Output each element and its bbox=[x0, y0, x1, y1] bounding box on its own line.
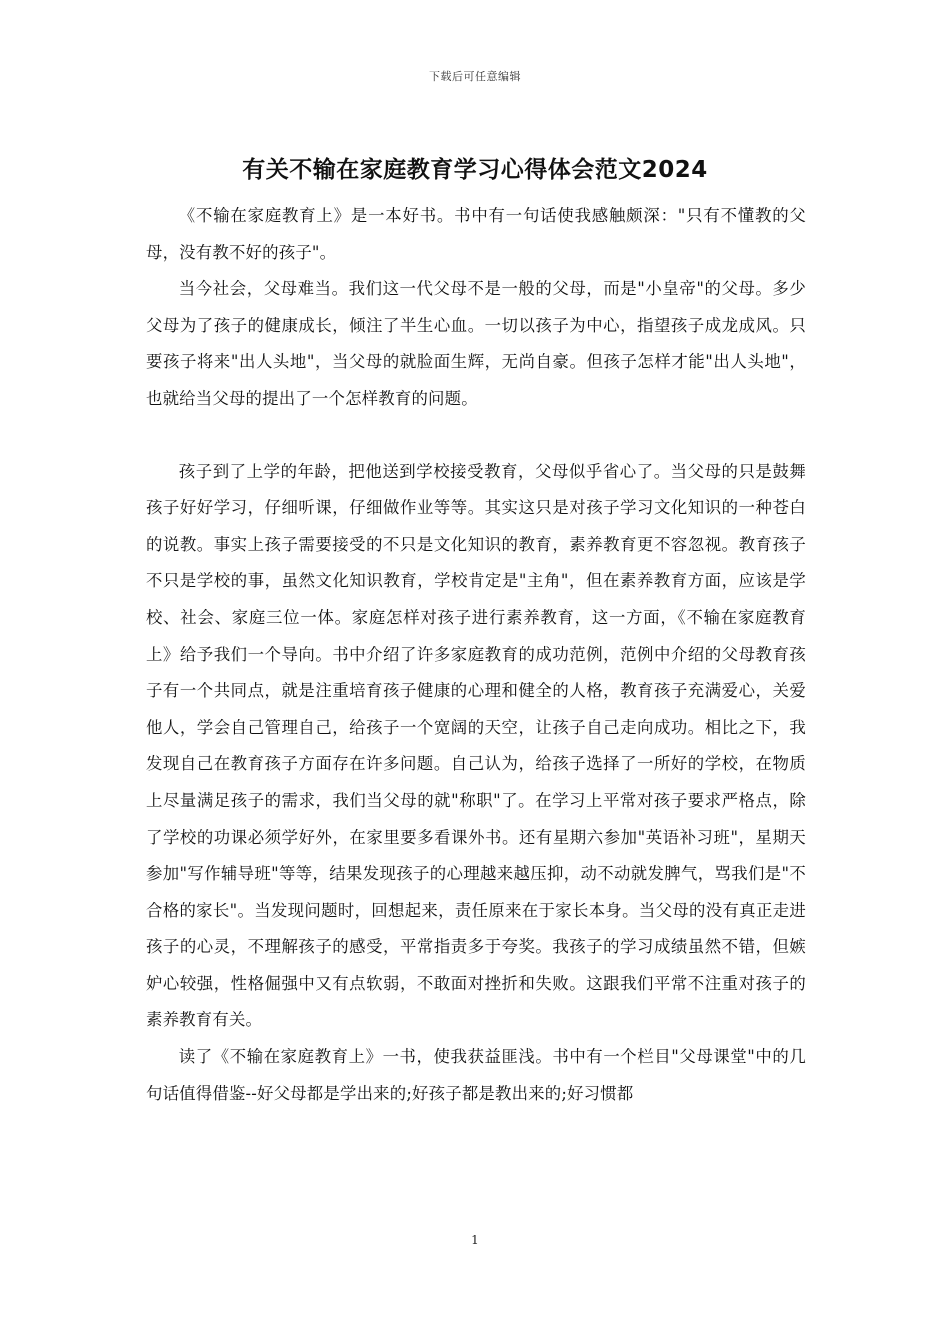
paragraph: 孩子到了上学的年龄，把他送到学校接受教育，父母似乎省心了。当父母的只是鼓舞孩子好好学习，仔细听课，仔细做作业等等。其实这只是对孩子学习文化知识的一种苍白的说教。事实上孩子需要接受的不只是文化知识的教育，素养教育更不容忽视。教育孩子不只是学校的事，虽然文化知识教育，学校肯定是"主角"，但在素养教育方面，应该是学校、社会、家庭三位一体。家庭怎样对孩子进行素养教育，这一方面，《不输在家庭教育上》给予我们一个导向。书中介绍了许多家庭教育的成功范例，范例中介绍的父母教育孩子有一个共同点，就是注重培育孩子健康的心理和健全的人格，教育孩子充满爱心，关爱他人，学会自己管理自己，给孩子一个宽阔的天空，让孩子自己走向成功。相比之下，我发现自己在教育孩子方面存在许多问题。自己认为，给孩子选择了一所好的学校，在物质上尽量满足孩子的需求，我们当父母的就"称职"了。在学习上平常对孩子要求严格点，除了学校的功课必须学好外，在家里要多看课外书。还有星期六参加"英语补习班"，星期天参加"写作辅导班"等等，结果发现孩子的心理越来越压抑，动不动就发脾气，骂我们是"不合格的家长"。当发现问题时，回想起来，责任原来在于家长本身。当父母的没有真正走进孩子的心灵，不理解孩子的感受，平常指责多于夸奖。我孩子的学习成绩虽然不错，但嫉妒心较强，性格倔强中又有点软弱，不敢面对挫折和失败。这跟我们平常不注重对孩子的素养教育有关。 bbox=[146, 461, 806, 1030]
paragraph: 当今社会，父母难当。我们这一代父母不是一般的父母，而是"小皇帝"的父母。多少父母为了孩子的健康成长，倾注了半生心血。一切以孩子为中心，指望孩子成龙成风。只要孩子将来"出人头地"，当父母的就脸面生辉，无尚自豪。但孩子怎样才能"出人头地"，也就给当父母的提出了一个怎样教育的问题。 bbox=[146, 279, 806, 408]
paragraph: 《不输在家庭教育上》是一本好书。书中有一句话使我感触颇深："只有不懂教的父母，没有教不好的孩子"。 bbox=[146, 206, 806, 262]
document-body bbox=[146, 198, 806, 1112]
paragraph: 读了《不输在家庭教育上》一书，使我获益匪浅。书中有一个栏目"父母课堂"中的几句话值得借鉴--好父母都是学出来的;好孩子都是教出来的;好习惯都 bbox=[146, 1047, 806, 1103]
document-title: 有关不输在家庭教育学习心得体会范文2024 bbox=[242, 157, 708, 183]
page-number: 1 bbox=[471, 1233, 479, 1247]
header-note: 下载后可任意编辑 bbox=[429, 70, 521, 83]
